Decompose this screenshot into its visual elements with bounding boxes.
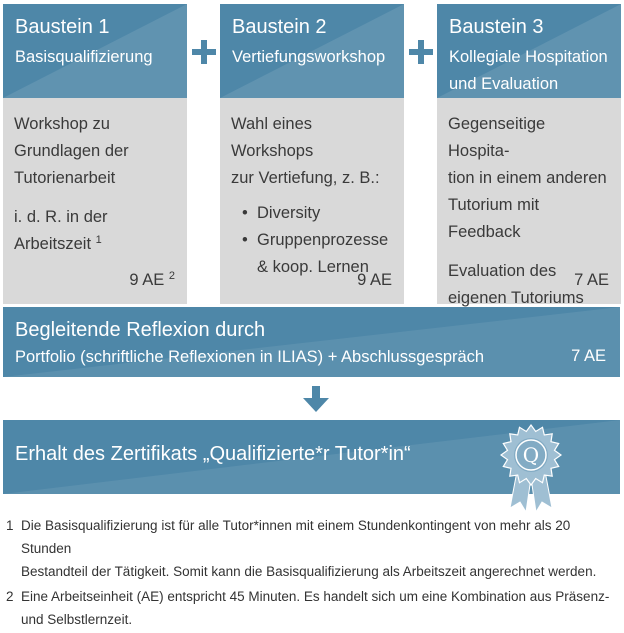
list-item: • Diversity	[231, 200, 394, 227]
reflection-subtitle: Portfolio (schriftliche Reflexionen in ILIAS) + Abschlussgespräch	[15, 348, 485, 366]
module-text-block: Evaluation des eigenen Tutoriums	[448, 262, 584, 307]
module-card-2	[220, 4, 404, 304]
footnote-2	[6, 585, 618, 631]
module-subtitle-3: Kollegiale Hospitation und Evaluation	[449, 48, 608, 93]
certificate-text: Erhalt des Zertifikats „Qualifizierte*r Tutor*in“	[15, 443, 411, 465]
reflection-title: Begleitende Reflexion durch	[15, 319, 266, 341]
module-subtitle-1: Basisqualifizierung	[15, 48, 153, 66]
module-header-1	[3, 4, 187, 98]
module-subtitle-2: Vertiefungsworkshop	[232, 48, 386, 66]
module-title-1: Baustein 1	[15, 16, 110, 38]
module-header-3	[437, 4, 621, 98]
footnote-number: 2	[6, 589, 14, 604]
module-card-1	[3, 4, 187, 304]
plus-icon	[192, 40, 216, 64]
module-text-block: i. d. R. in der Arbeitszeit $^1$	[14, 208, 108, 253]
plus-icon	[409, 40, 433, 64]
footnote-1	[6, 514, 618, 583]
module-text-block: Wahl eines Workshops zur Vertiefung, z. B.:	[231, 115, 380, 187]
module-card-3	[437, 4, 621, 307]
module-bullet-list	[231, 200, 394, 281]
module-title-3: Baustein 3	[449, 16, 544, 38]
module-title-2: Baustein 2	[232, 16, 327, 38]
footnote-number: 1	[6, 518, 14, 533]
module-text-block: Gegenseitige Hospita- tion in einem anderen Tutorium mit Feedback	[448, 115, 607, 241]
module-header-2	[220, 4, 404, 98]
certificate-medal-icon	[498, 422, 564, 514]
module-text-block: Workshop zu Grundlagen der Tutorienarbeit	[14, 115, 129, 187]
module-ae-3: 7 AE	[574, 271, 609, 289]
module-ae-1: 9 AE $^2$	[129, 270, 175, 289]
reflection-ae: 7 AE	[571, 347, 606, 365]
footnote-ref: 1	[95, 234, 102, 246]
medal-letter: Q	[522, 443, 540, 467]
module-ae-2: 9 AE	[357, 271, 392, 289]
arrow-down-icon	[303, 386, 329, 414]
list-item: • Gruppenprozesse & koop. Lernen	[231, 227, 394, 281]
footnote-text: Eine Arbeitseinheit (AE) entspricht 45 Minuten. Es handelt sich um eine Kombination aus Präsenz- und Selbstlernzeit.	[21, 589, 610, 627]
reflection-band	[3, 307, 620, 377]
footnote-text: Die Basisqualifizierung ist für alle Tutor*innen mit einem Stundenkontingent von mehr als 20 Stunden Bestandteil der Tätigkeit. Somit kann die Basisqualifizierung als Arbeitszeit angerechnet werden.	[21, 518, 597, 579]
footnote-ref: 2	[168, 270, 175, 282]
footnotes	[6, 514, 618, 633]
